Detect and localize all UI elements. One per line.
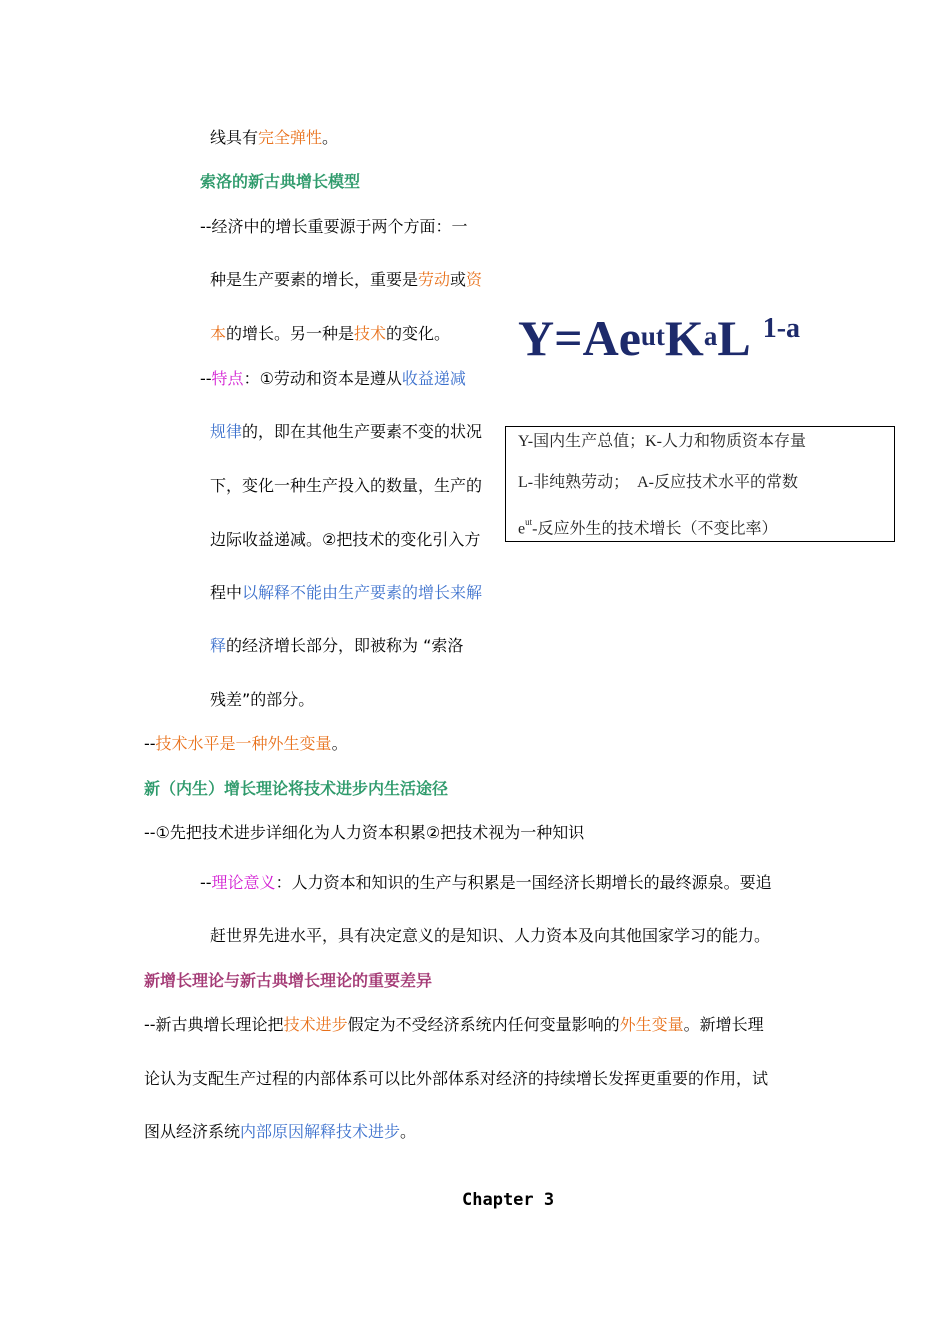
- highlight-term: 资: [466, 270, 483, 289]
- chapter-label: Chapter 3: [462, 1190, 555, 1210]
- highlight-term: 本: [210, 324, 227, 343]
- formula-base: Y=Ae: [518, 310, 641, 366]
- definition-row: Y-国内生产总值；K-人力和物质资本存量: [518, 433, 806, 450]
- text-segment: --: [144, 734, 156, 753]
- text-line: 论认为支配生产过程的内部体系可以比外部体系对经济的持续增长发挥更重要的作用，试: [144, 1069, 769, 1088]
- formula-exponent-ut: ut: [640, 321, 665, 351]
- text-segment: 或: [450, 270, 467, 289]
- text-segment: 的增长。另一种是: [226, 324, 355, 343]
- text-segment: 假定为不受经济系统内任何变量影响的: [347, 1015, 620, 1034]
- text-line: [144, 734, 348, 754]
- definition-box: [505, 426, 895, 542]
- highlight-term: 内部原因解释技术进步: [240, 1122, 401, 1141]
- production-function-formula: [518, 308, 800, 377]
- text-segment: 线具有: [210, 128, 259, 147]
- text-segment: --新古典增长理论把: [144, 1015, 284, 1034]
- text-line: [210, 270, 482, 290]
- highlight-term: 理论意义: [211, 873, 276, 892]
- text-line: [210, 583, 482, 603]
- text-line: 边际收益递减。②把技术的变化引入方: [210, 530, 481, 549]
- highlight-term: 以解释不能由生产要素的增长来解: [242, 583, 483, 602]
- text-line: [200, 369, 466, 389]
- highlight-term: 收益递减: [401, 369, 466, 388]
- highlight-term: 释: [210, 636, 227, 655]
- highlight-term: 技术进步: [283, 1015, 348, 1034]
- text-segment: 。新增长理: [683, 1015, 764, 1034]
- text-segment: ：人力资本和知识的生产与积累是一国经济长期增长的最终源泉。要追: [275, 873, 772, 892]
- highlight-term: 规律: [210, 422, 243, 441]
- definition-text: -反应外生的技术增长（不变比率）: [532, 520, 778, 538]
- formula-k: K: [664, 310, 704, 366]
- section-heading: 索洛的新古典增长模型: [200, 172, 361, 191]
- text-segment: 的，即在其他生产要素不变的状况: [242, 422, 483, 441]
- text-segment: --: [200, 873, 212, 892]
- text-segment: 的变化。: [386, 324, 451, 343]
- formula-exponent-a: a: [703, 321, 718, 351]
- formula-exponent-1-a: 1-a: [762, 313, 801, 344]
- text-line: --经济中的增长重要源于两个方面：一: [200, 217, 468, 236]
- text-line: [210, 324, 450, 344]
- highlight-term: 技术水平是一种外生变量: [155, 734, 332, 753]
- text-line: [210, 128, 338, 148]
- text-line: 赶世界先进水平，具有决定意义的是知识、人力资本及向其他国家学习的能力。: [210, 926, 771, 945]
- text-segment: 。: [322, 128, 339, 147]
- text-line: [210, 636, 463, 656]
- text-line: [144, 1015, 764, 1035]
- text-segment: ：①劳动和资本是遵从: [243, 369, 402, 388]
- highlight-term: 技术: [354, 324, 387, 343]
- highlight-term: 特点: [211, 369, 244, 388]
- definition-exponent: ut: [525, 517, 533, 527]
- section-heading: 新增长理论与新古典增长理论的重要差异: [144, 971, 433, 990]
- definition-row: L-非纯熟劳动； A-反应技术水平的常数: [518, 474, 798, 491]
- text-segment: 。: [331, 734, 348, 753]
- highlight-term: 完全弹性: [258, 128, 323, 147]
- text-segment: --: [200, 369, 212, 388]
- definition-e: e: [518, 520, 526, 538]
- text-line: [144, 1122, 416, 1142]
- text-line: [210, 422, 482, 442]
- highlight-term: 劳动: [418, 270, 451, 289]
- text-line: --①先把技术进步详细化为人力资本积累②把技术视为一种知识: [144, 823, 585, 842]
- text-line: [200, 873, 772, 893]
- highlight-term: 外生变量: [619, 1015, 684, 1034]
- text-segment: 。: [400, 1122, 417, 1141]
- text-segment: 图从经济系统: [144, 1122, 241, 1141]
- section-heading: 新（内生）增长理论将技术进步内生活途径: [144, 779, 449, 798]
- text-line: 残差”的部分。: [210, 690, 315, 709]
- formula-l: L: [717, 310, 751, 366]
- text-segment: 程中: [210, 583, 243, 602]
- definition-row: [518, 514, 777, 539]
- text-line: 下，变化一种生产投入的数量，生产的: [210, 476, 483, 495]
- text-segment: 的经济增长部分，即被称为 “索洛: [226, 636, 464, 655]
- text-segment: 种是生产要素的增长，重要是: [210, 270, 419, 289]
